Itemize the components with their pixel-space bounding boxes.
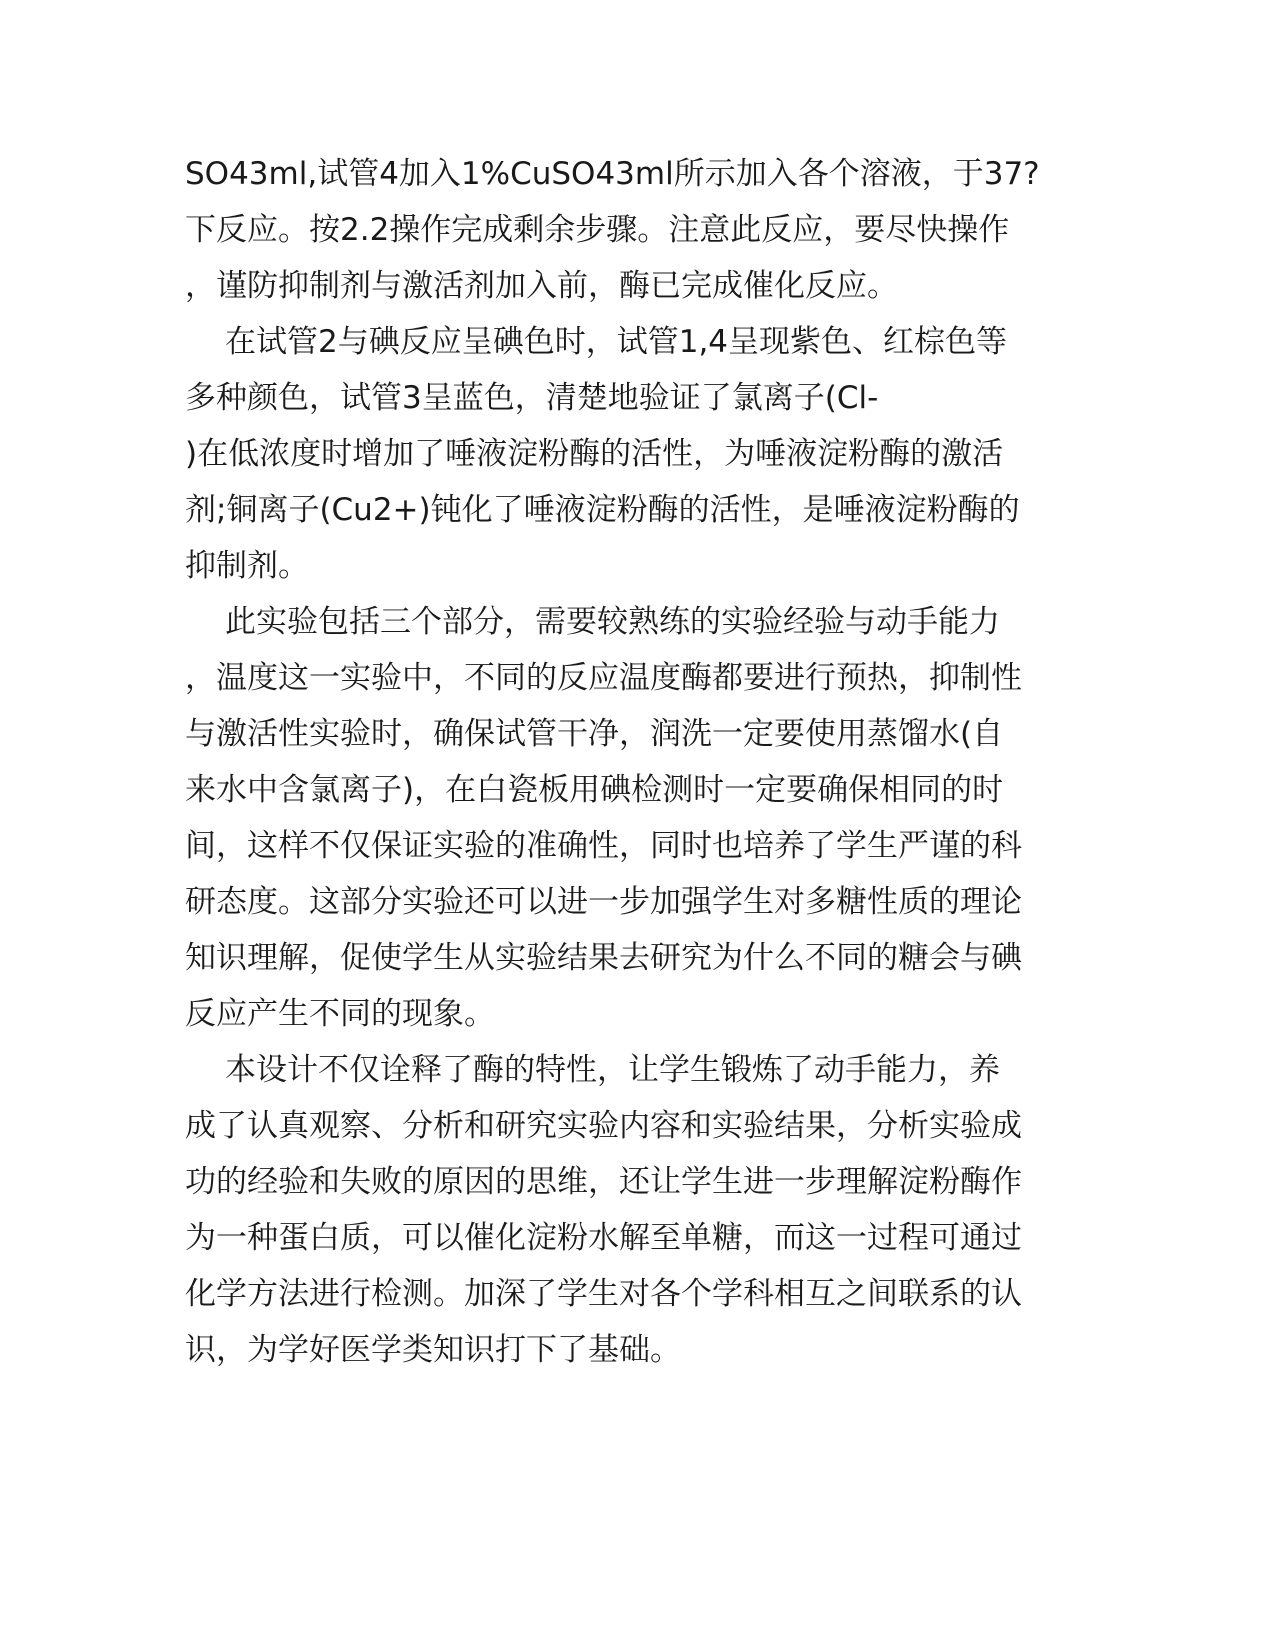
text-line: 下反应。按2.2操作完成剩余步骤。注意此反应，要尽快操作: [185, 212, 1010, 248]
text-line: SO43ml,试管4加入1%CuSO43ml所示加入各个溶液，于37?: [185, 156, 1040, 192]
text-line: 为一种蛋白质，可以催化淀粉水解至单糖，而这一过程可通过: [185, 1220, 1022, 1256]
text-line: 多种颜色，试管3呈蓝色，清楚地验证了氯离子(Cl-: [185, 380, 879, 416]
text-line: 成了认真观察、分析和研究实验内容和实验结果，分析实验成: [185, 1108, 1022, 1144]
text-line: 剂;铜离子(Cu2+)钝化了唾液淀粉酶的活性，是唾液淀粉酶的: [185, 492, 1020, 528]
text-line: 间，这样不仅保证实验的准确性，同时也培养了学生严谨的科: [185, 828, 1022, 864]
text-line: 与激活性实验时，确保试管干净，润洗一定要使用蒸馏水(自: [185, 716, 1004, 752]
text-line: 功的经验和失败的原因的思维，还让学生进一步理解淀粉酶作: [185, 1164, 1022, 1200]
paragraph-first-line: 本设计不仅诠释了酶的特性，让学生锻炼了动手能力，养: [225, 1052, 1000, 1088]
paragraph-first-line: 此实验包括三个部分，需要较熟练的实验经验与动手能力: [225, 604, 1000, 640]
text-line: 识，为学好医学类知识打下了基础。: [185, 1332, 681, 1368]
paragraph-first-line: 在试管2与碘反应呈碘色时，试管1,4呈现紫色、红棕色等: [225, 324, 1008, 360]
body-text: [185, 146, 1085, 1378]
text-line: 反应产生不同的现象。: [185, 996, 495, 1032]
text-line: 化学方法进行检测。加深了学生对各个学科相互之间联系的认: [185, 1276, 1022, 1312]
text-line: 抑制剂。: [185, 548, 309, 584]
text-line: ，温度这一实验中，不同的反应温度酶都要进行预热，抑制性: [185, 660, 1022, 696]
text-line: )在低浓度时增加了唾液淀粉酶的活性，为唾液淀粉酶的激活: [185, 436, 1004, 472]
text-line: 研态度。这部分实验还可以进一步加强学生对多糖性质的理论: [185, 884, 1022, 920]
text-line: ，谨防抑制剂与激活剂加入前，酶已完成催化反应。: [185, 268, 898, 304]
text-line: 来水中含氯离子)，在白瓷板用碘检测时一定要确保相同的时: [185, 772, 1004, 808]
text-line: 知识理解，促使学生从实验结果去研究为什么不同的糖会与碘: [185, 940, 1022, 976]
